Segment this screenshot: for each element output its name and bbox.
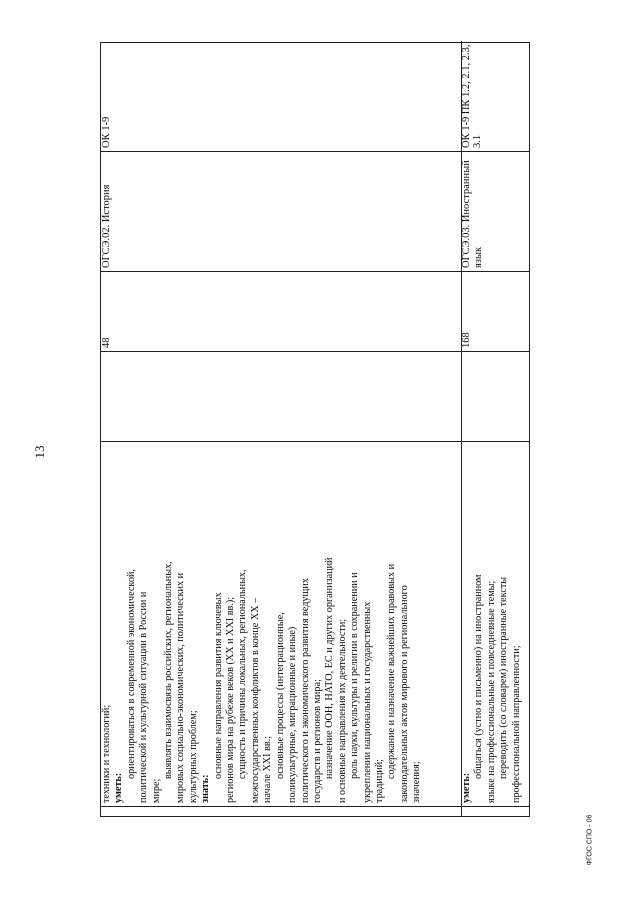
content-line: назначение ООН, НАТО, ЕС и других организаций [324, 557, 336, 779]
table-row-history [101, 41, 462, 816]
content-line: техники и технологий; [101, 704, 112, 803]
content-line: регионов мира на рубеже веков (XX и XXI вв.); [225, 596, 237, 803]
content-line: уметь: [461, 772, 472, 803]
content-line: укреплении национальных и государственных [361, 601, 373, 803]
table-cell-content [461, 441, 529, 806]
content-line: законодательных актов мирового и регионального [398, 585, 410, 803]
content-line: политической и культурной ситуации в России и [138, 591, 150, 803]
content-line: роль науки, культуры и религии в сохранении и [349, 572, 361, 779]
content-line: основные направления развития ключевых [212, 592, 224, 779]
content-line: ориентироваться в современной экономической, [125, 569, 137, 779]
content-line: сущность и причины локальных, региональных, [237, 569, 249, 779]
content-line: переводить (со словарем) иностранные тексты [498, 576, 510, 779]
rotated-table-wrapper [100, 42, 530, 817]
table-cell-blank [461, 351, 529, 441]
content-line: значения; [411, 761, 423, 803]
table-cell-blank [101, 351, 461, 441]
content-line: поликультурные, миграционные и иные) [287, 626, 299, 803]
table-cell-discipline: ОГСЭ.03. Иностранный язык [461, 151, 529, 271]
footer-label: ФГОС СПО - 06 [586, 814, 594, 866]
content-line: содержание и назначение важнейших правовых и [386, 563, 398, 779]
content-line: основные процессы (интеграционные, [274, 612, 286, 779]
table-cell-competencies: ОК 1-9 ПК 1.2, 2.1, 2.3, 3.1 [461, 44, 483, 148]
competency-table [100, 42, 530, 817]
content-line: традиций; [373, 758, 385, 803]
content-line: и основные направления их деятельности; [336, 618, 348, 803]
table-row-language [461, 41, 529, 816]
table-cell-content [101, 441, 461, 806]
content-line: общаться (устно и письменно) на иностранном [473, 574, 485, 779]
table-cell-competencies: ОК 1-9 [101, 116, 112, 148]
content-line: межгосударственных конфликтов в конце XX – [249, 597, 261, 803]
table-cell-blank [461, 806, 529, 816]
content-line: мире; [150, 778, 162, 803]
content-line: политического и экономического развития ведущих [299, 578, 311, 803]
content-line: культурных проблем; [187, 710, 199, 803]
content-line: государств и регионов мира; [311, 679, 323, 803]
content-line: начале XXI вв.; [262, 735, 274, 803]
table-cell-blank [101, 806, 461, 816]
content-line: мировых социально-экономических, политических и [175, 572, 187, 803]
content-line: уметь: [113, 772, 125, 803]
content-line: профессиональной направленности; [510, 645, 522, 803]
table-cell-discipline: ОГСЭ.02. История [101, 151, 461, 271]
content-line: знать: [200, 774, 212, 803]
content-line: выявлять взаимосвязь российских, региональных, [163, 561, 175, 779]
table-cell-hours: 168 [461, 271, 529, 351]
table-cell-hours: 48 [101, 271, 461, 351]
page-number: 13 [32, 445, 47, 459]
content-line: языке на профессиональные и повседневные темы; [485, 580, 497, 803]
